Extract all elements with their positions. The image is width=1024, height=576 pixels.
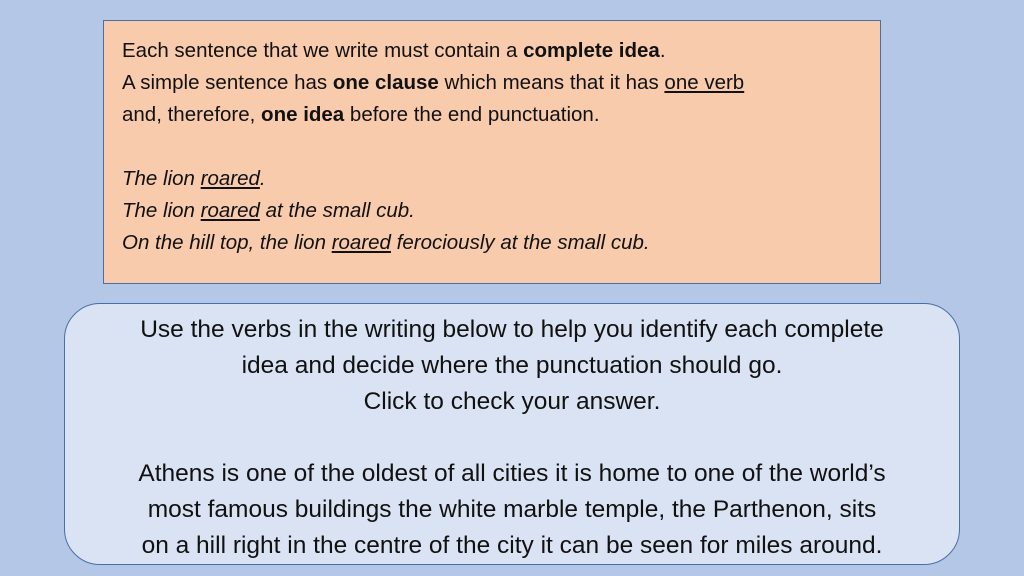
- info-line-1: Each sentence that we write must contain a complete idea.: [122, 39, 666, 62]
- example-verb: roared: [331, 231, 391, 254]
- key-term-one-idea: one idea: [261, 103, 345, 126]
- example-sentence-2: The lion roared at the small cub.: [122, 199, 415, 222]
- passage-line-2: most famous buildings the white marble temple, the Parthenon, sits: [147, 496, 877, 523]
- instruction-line-1: Use the verbs in the writing below to help you identify each complete: [140, 316, 884, 343]
- task-box[interactable]: [64, 303, 960, 565]
- example-sentence-3: On the hill top, the lion roared ferociously at the small cub.: [122, 231, 650, 254]
- example-verb: roared: [200, 167, 260, 190]
- instruction-line-2: idea and decide where the punctuation should go.: [241, 352, 783, 379]
- spacer: [79, 420, 945, 456]
- passage-line-1: Athens is one of the oldest of all cities it is home to one of the world’s: [138, 460, 886, 487]
- info-line-2: A simple sentence has one clause which means that it has one verb: [122, 71, 745, 94]
- click-to-check-prompt[interactable]: Click to check your answer.: [363, 388, 661, 415]
- example-verb: roared: [200, 199, 260, 222]
- info-box: [103, 20, 881, 284]
- key-term-one-clause: one clause: [332, 71, 439, 94]
- key-term-one-verb: one verb: [664, 71, 745, 94]
- info-line-3: and, therefore, one idea before the end punctuation.: [122, 103, 600, 126]
- key-term-complete-idea: complete idea: [523, 39, 660, 62]
- example-sentence-1: The lion roared.: [122, 167, 266, 190]
- passage-line-3: on a hill right in the centre of the city it can be seen for miles around.: [141, 532, 883, 559]
- spacer: [122, 131, 862, 163]
